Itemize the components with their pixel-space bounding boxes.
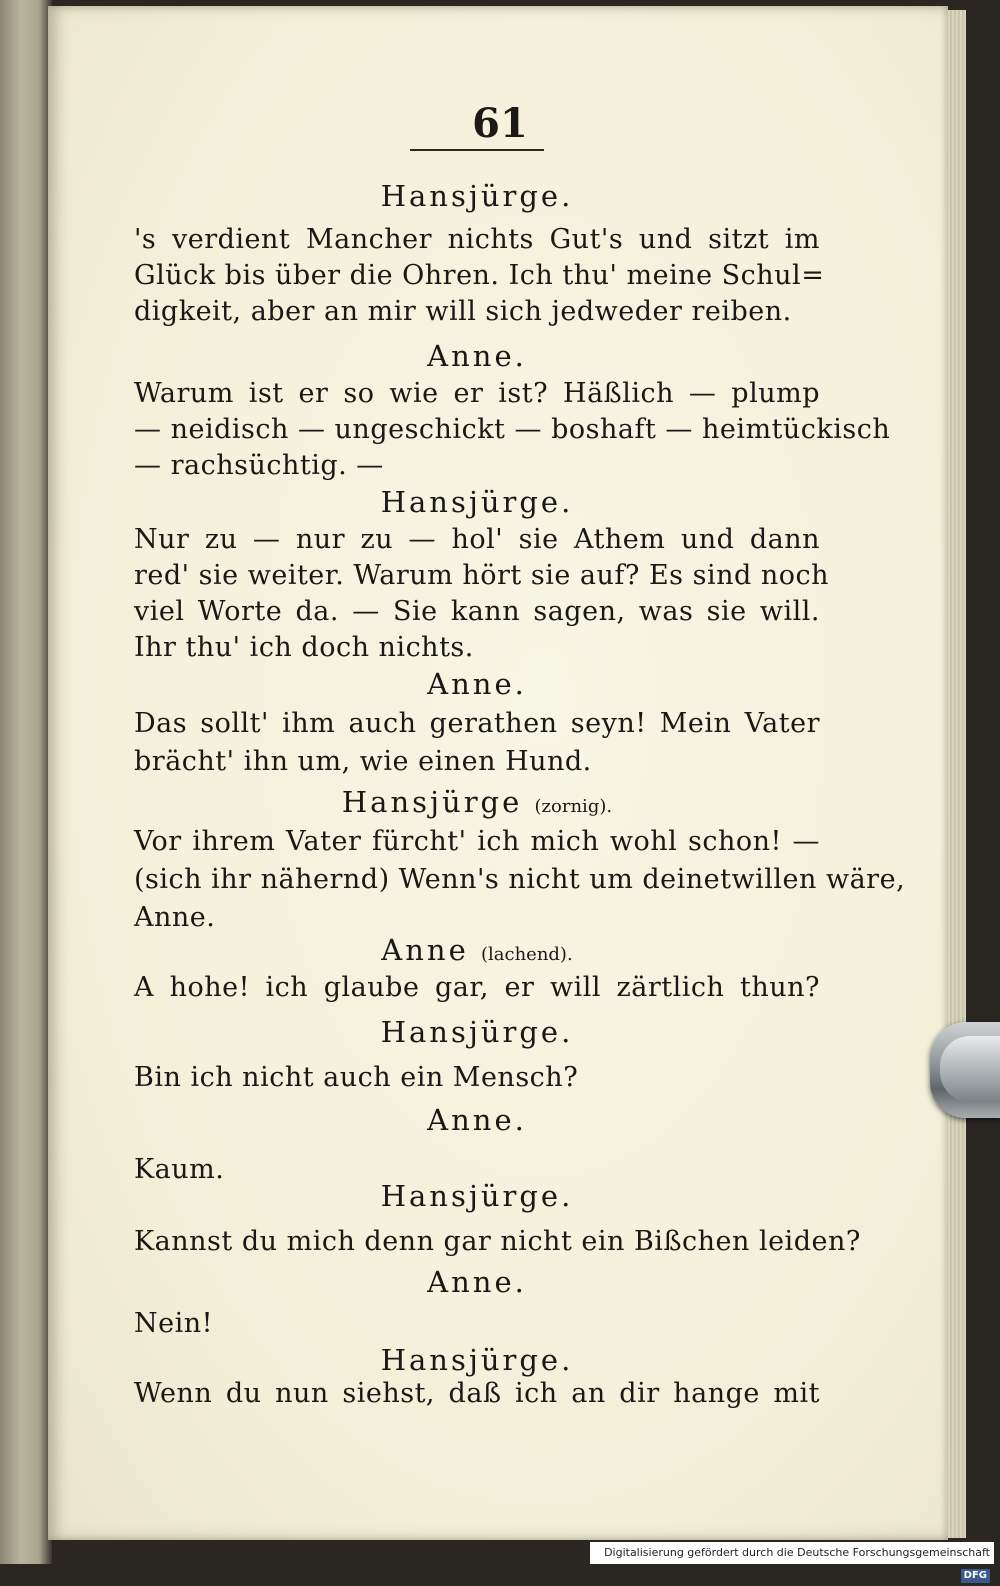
speaker-label: Hansjürge.	[380, 485, 574, 519]
text-line: Wenn du nun siehst, daß ich an dir hange mit	[134, 1378, 820, 1409]
text-line: viel Worte da. — Sie kann sagen, was sie will.	[134, 596, 820, 627]
text-line: Anne.	[134, 902, 216, 933]
stage-direction: (lachend).	[480, 944, 573, 965]
speaker-label: Anne.	[427, 339, 527, 373]
facing-page-edge	[0, 0, 52, 1564]
speaker-name	[134, 176, 820, 216]
header-rule	[410, 149, 544, 151]
speaker-label: Hansjürge	[341, 785, 523, 819]
speaker-label: Anne.	[427, 667, 527, 701]
speaker-label: Hansjürge.	[380, 1015, 574, 1049]
text-line: digkeit, aber an mir will sich jedweder reiben.	[134, 296, 792, 327]
speaker-name	[134, 1012, 820, 1052]
text-line: Ihr thu' ich doch nichts.	[134, 632, 474, 663]
text-line: A hohe! ich glaube gar, er will zärtlich thun?	[134, 972, 820, 1003]
speaker-label: Hansjürge.	[380, 179, 574, 213]
text-line: red' sie weiter. Warum hört sie auf? Es sind noch	[134, 560, 829, 591]
speaker-label: Hansjürge.	[380, 1343, 574, 1377]
text-line: Nein!	[134, 1308, 213, 1339]
dfg-logo: DFG	[961, 1569, 990, 1583]
speaker-label: Anne.	[427, 1103, 527, 1137]
page-stack-edge	[948, 10, 966, 1538]
text-line: Kaum.	[134, 1154, 225, 1185]
text-line: Das sollt' ihm auch gerathen seyn! Mein Vater	[134, 708, 820, 739]
speaker-name	[134, 782, 820, 822]
text-line: — neidisch — ungeschickt — boshaft — heimtückisch	[134, 414, 891, 445]
text-line: Nur zu — nur zu — hol' sie Athem und dann	[134, 524, 820, 555]
text-line: Glück bis über die Ohren. Ich thu' meine Schul=	[134, 260, 825, 291]
digitization-footer	[590, 1542, 994, 1581]
text-line: Bin ich nicht auch ein Mensch?	[134, 1062, 579, 1093]
speaker-name	[134, 1100, 820, 1140]
speaker-name	[134, 664, 820, 704]
speaker-name	[134, 482, 820, 522]
text-line: Warum ist er so wie er ist? Häßlich — plump	[134, 378, 820, 409]
page-number: 61	[472, 100, 528, 147]
text-line: 's verdient Mancher nichts Gut's und sitzt im	[134, 224, 820, 255]
text-line: Vor ihrem Vater fürcht' ich mich wohl schon! —	[134, 826, 820, 857]
speaker-label: Anne.	[427, 1265, 527, 1299]
text-line: Kannst du mich denn gar nicht ein Bißchen leiden?	[134, 1226, 861, 1257]
speaker-name	[134, 1176, 820, 1216]
speaker-name	[134, 930, 820, 970]
stage-direction: (zornig).	[534, 796, 613, 817]
footer-text: Digitalisierung gefördert durch die Deutsche Forschungsgemeinschaft	[604, 1546, 990, 1559]
speaker-label: Anne	[381, 933, 469, 967]
speaker-name	[134, 1262, 820, 1302]
text-line: brächt' ihn um, wie einen Hund.	[134, 746, 592, 777]
speaker-name	[134, 336, 820, 376]
speaker-label: Hansjürge.	[380, 1179, 574, 1213]
text-line: — rachsüchtig. —	[134, 450, 384, 481]
page-clip-highlight	[940, 1036, 1000, 1102]
text-line: (sich ihr nähernd) Wenn's nicht um deinetwillen wäre,	[134, 864, 906, 895]
